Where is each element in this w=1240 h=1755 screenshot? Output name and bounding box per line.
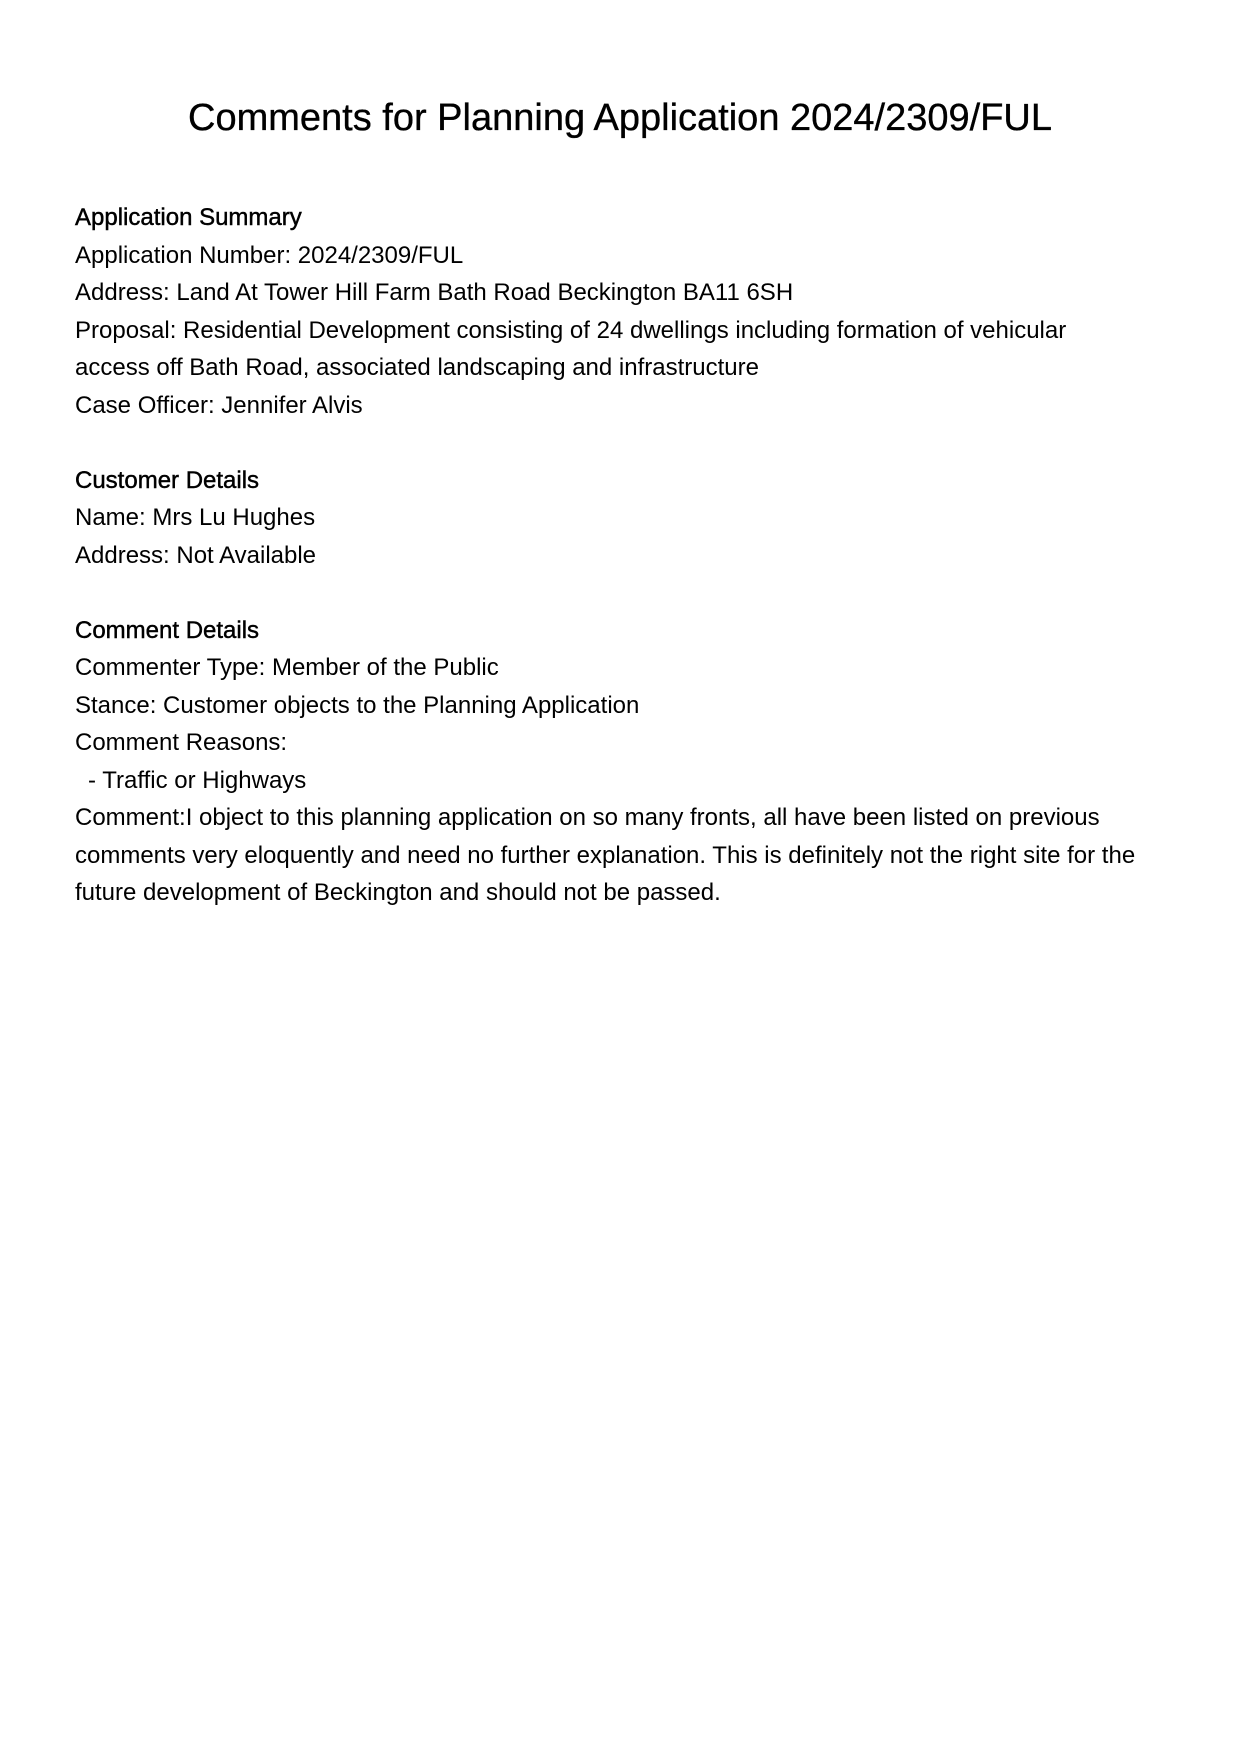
application-number: Application Number: 2024/2309/FUL bbox=[75, 241, 464, 269]
comment-stance: Stance: Customer objects to the Planning Application bbox=[75, 691, 640, 719]
commenter-type: Commenter Type: Member of the Public bbox=[75, 654, 499, 681]
case-officer: Case Officer: Jennifer Alvis bbox=[75, 391, 363, 419]
customer-name: Name: Mrs Lu Hughes bbox=[75, 504, 316, 531]
application-address: Address: Land At Tower Hill Farm Bath Road Beckington BA11 6SH bbox=[75, 279, 794, 306]
comment-reason-item: - Traffic or Highways bbox=[88, 766, 307, 794]
application-summary-heading: Application Summary bbox=[75, 204, 302, 231]
application-summary-section bbox=[75, 199, 1175, 424]
customer-address: Address: Not Available bbox=[75, 541, 317, 569]
customer-details-section bbox=[75, 462, 1175, 575]
page-title: Comments for Planning Application 2024/2309/FUL bbox=[188, 97, 1052, 139]
comment-details-section bbox=[75, 612, 1175, 912]
document-body bbox=[75, 199, 1175, 949]
comment-details-heading: Comment Details bbox=[75, 616, 260, 644]
customer-details-heading: Customer Details bbox=[75, 466, 260, 494]
application-proposal: Proposal: Residential Development consisting of 24 dwellings including formation of vehicular access off Bath Road, associated landscaping and infrastructure bbox=[75, 316, 1067, 381]
comment-reasons-label: Comment Reasons: bbox=[75, 729, 288, 756]
comment-text: Comment:I object to this planning application on so many fronts, all have been listed on previous comments very eloquently and need no further explanation. This is definitely not the right site for the future development of Beckington and should not be passed. bbox=[75, 804, 1136, 906]
